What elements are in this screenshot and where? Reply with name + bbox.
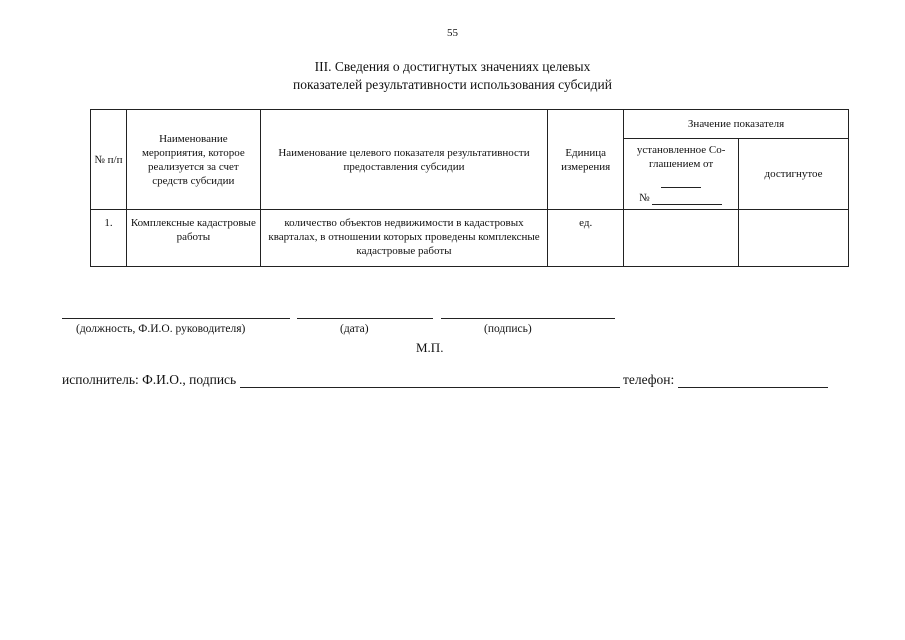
header-indicator-value: Значение показателя [624, 110, 849, 139]
row-number: 1. [91, 210, 127, 267]
phone-label: телефон: [622, 372, 675, 387]
table-row [91, 210, 849, 267]
row-achieved-value [739, 210, 849, 267]
section-title [0, 58, 905, 94]
agreement-number-blank [652, 194, 722, 205]
date-signature-line [297, 318, 433, 319]
signature-line [441, 318, 615, 319]
stamp-place: М.П. [416, 340, 444, 355]
executor-line [62, 372, 828, 388]
row-established-value [624, 210, 739, 267]
section-title-line-1: III. Сведения о достигнутых значениях целевых [314, 59, 591, 74]
header-established-line-2: глашением от [649, 158, 714, 170]
executor-blank [240, 375, 620, 388]
page-number: 55 [447, 27, 458, 39]
position-signature-line [62, 318, 290, 319]
agreement-date-blank [661, 179, 701, 188]
header-achieved-value: достигнутое [739, 139, 849, 210]
row-unit: ед. [548, 210, 624, 267]
agreement-number-sign: № [639, 192, 650, 204]
header-indicator-name: Наименование целевого показателя результативности предоставления субсидии [260, 110, 547, 210]
row-indicator-name: количество объектов недвижимости в кадастровых кварталах, в отношении которых проведены комплексные кадастровые работы [260, 210, 547, 267]
phone-blank [678, 375, 828, 388]
header-event-name: Наименование мероприятия, которое реализуется за счет средств субсидии [126, 110, 260, 210]
header-established-line-1: установленное Со- [636, 144, 726, 156]
row-event-name: Комплексные кадастровые работы [126, 210, 260, 267]
date-label: (дата) [340, 323, 369, 335]
position-label: (должность, Ф.И.О. руководителя) [76, 323, 246, 335]
executor-label: исполнитель: Ф.И.О., подпись [62, 372, 237, 387]
section-title-line-2: показателей результативности использования субсидий [293, 77, 612, 92]
header-number: № п/п [91, 110, 127, 210]
signature-label: (подпись) [484, 323, 532, 335]
header-unit: Единица измерения [548, 110, 624, 210]
header-established-value [624, 139, 739, 210]
indicators-table [90, 109, 849, 267]
